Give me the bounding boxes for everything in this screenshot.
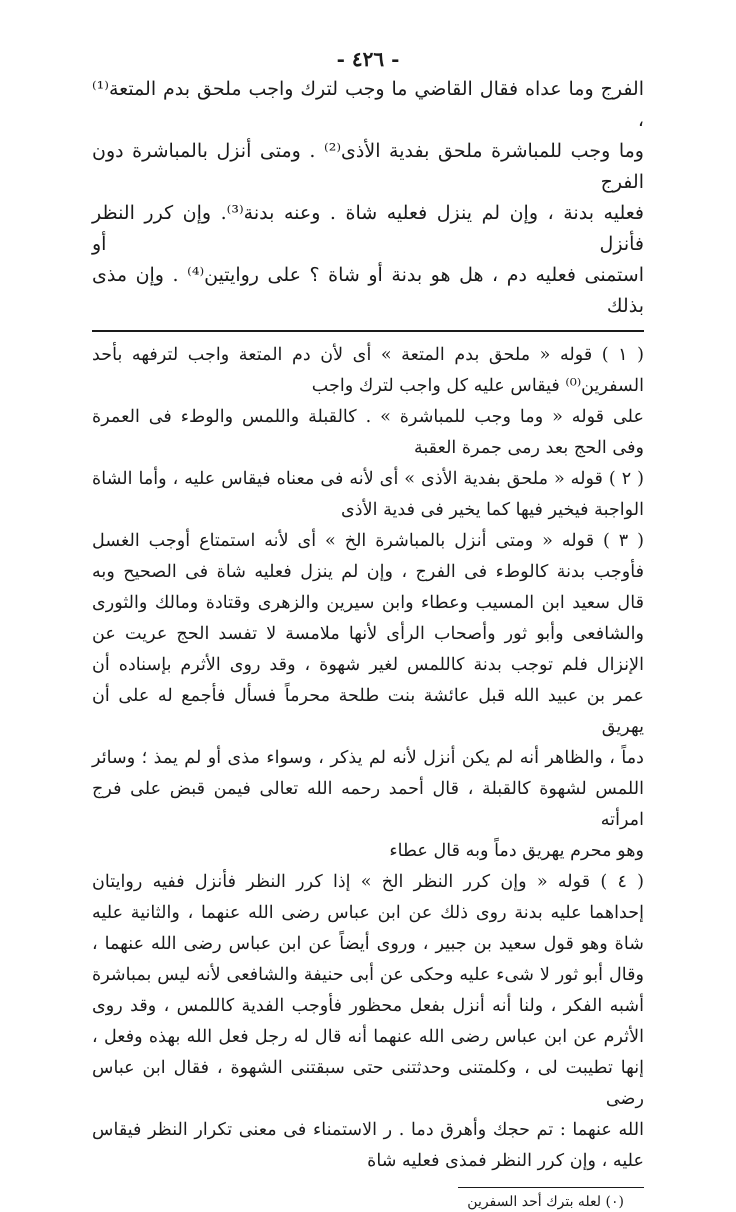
note-line: إحداهما عليه بدنة روى ذلك عن ابن عباس رضى الله عنهما ، والثانية عليه (92, 903, 644, 923)
note-line: إنها تطيبت لى ، وكلمتنى وحدثتنى حتى سبقتنى الشهوة ، فقال ابن عباس رضى (92, 1058, 644, 1109)
main-text-line: استمنى فعليه دم ، هل هو بدنة أو شاة ؟ على روايتين⁽⁴⁾ . وإن مذى بذلك (92, 264, 644, 317)
note-line: السفرين⁽⁰⁾ فيقاس عليه كل واجب لترك واجب (311, 376, 644, 396)
note-line: أشبه الفكر ، ولنا أنه أنزل بفعل محظور فأوجب الفدية كاللمس ، وقد روى (92, 996, 644, 1016)
note-line: الأثرم عن ابن عباس رضى الله عنهما أنه قال له رجل فعل الله بهذه وفعل ، (92, 1027, 644, 1047)
note-line: الله عنهما : تم حجك وأهرق دما . ر الاستمناء فى معنى تكرار النظر فيقاس (92, 1120, 644, 1140)
main-text (92, 74, 644, 322)
note-line: ( ٤ ) قوله « وإن كرر النظر الخ » إذا كرر النظر فأنزل ففيه روايتان (92, 872, 644, 892)
note-line: ( ١ ) قوله « ملحق بدم المتعة » أى لأن دم المتعة واجب لترفهه بأحد (92, 345, 644, 365)
page-number: - ٤٢٦ - (336, 47, 400, 71)
separator-rule (92, 330, 644, 332)
footnote-rule (458, 1187, 644, 1188)
footnote: (٠) لعله بترك أحد السفرين (467, 1194, 624, 1210)
note-line: شاة وهو قول سعيد بن جبير ، وروى أيضاً عن ابن عباس رضى الله عنهما ، (92, 934, 644, 954)
note-line: والشافعى وأبو ثور وأصحاب الرأى لأنها ملامسة لا تفسد الحج عريت عن (92, 624, 644, 644)
note-line: ( ٣ ) قوله « ومتى أنزل بالمباشرة الخ » أى لأنه استمتاع أوجب الغسل (92, 531, 644, 551)
note-3 (92, 526, 644, 867)
note-line: الإنزال فلم توجب بدنة كاللمس لغير شهوة ، وقد روى الأثرم بإسناده أن (92, 655, 644, 675)
note-4 (92, 867, 644, 1177)
note-line: اللمس لشهوة كالقبلة ، قال أحمد رحمه الله تعالى فيمن قبض على فرج امرأته (92, 779, 644, 830)
note-line: وقال أبو ثور لا شىء عليه وحكى عن أبى حنيفة والشافعى لأنه ليس بمباشرة (92, 965, 644, 985)
note-line: دماً ، والظاهر أنه لم يكن أنزل لأنه لم يذكر ، وسواء مذى أو لم يمذ ؛ وسائر (92, 748, 644, 768)
note-2 (92, 464, 644, 526)
note-line: وفى الحج بعد رمى جمرة العقبة (413, 438, 644, 458)
main-text-line: الفرج وما عداه فقال القاضي ما وجب لترك واجب ملحق بدم المتعة⁽¹⁾ ، (92, 78, 644, 131)
note-line: فأوجب بدنة كالوطء فى الفرج ، وإن لم ينزل فعليه شاة فى الصحيح وبه (92, 562, 644, 582)
commentary-notes (92, 340, 644, 1177)
main-text-line: وما وجب للمباشرة ملحق بفدية الأذى⁽²⁾ . ومتى أنزل بالمباشرة دون الفرج (92, 140, 644, 193)
main-text-line: فعليه بدنة ، وإن لم ينزل فعليه شاة . وعنه بدنة⁽³⁾. وإن كرر النظر فأنزل أو (92, 202, 644, 255)
note-1 (92, 340, 644, 402)
note-line: الواجبة فيخير فيها كما يخير فى فدية الأذى (340, 500, 644, 520)
note-line: قال سعيد ابن المسيب وعطاء وابن سيرين والزهرى وقتادة ومالك والثورى (92, 593, 644, 613)
note-line: عمر بن عبيد الله قبل عائشة بنت طلحة محرماً فسأل فأجمع له على أن يهريق (92, 686, 644, 737)
note-line: عليه ، وإن كرر النظر فمذى فعليه شاة (367, 1151, 644, 1171)
note-1-continuation (92, 402, 644, 464)
note-line: ( ٢ ) قوله « ملحق بفدية الأذى » أى لأنه فى معناه فيقاس عليه ، وأما الشاة (92, 469, 644, 489)
note-line: على قوله « وما وجب للمباشرة » . كالقبلة واللمس والوطء فى العمرة (92, 407, 644, 427)
note-line: وهو محرم يهريق دماً وبه قال عطاء (389, 841, 644, 861)
